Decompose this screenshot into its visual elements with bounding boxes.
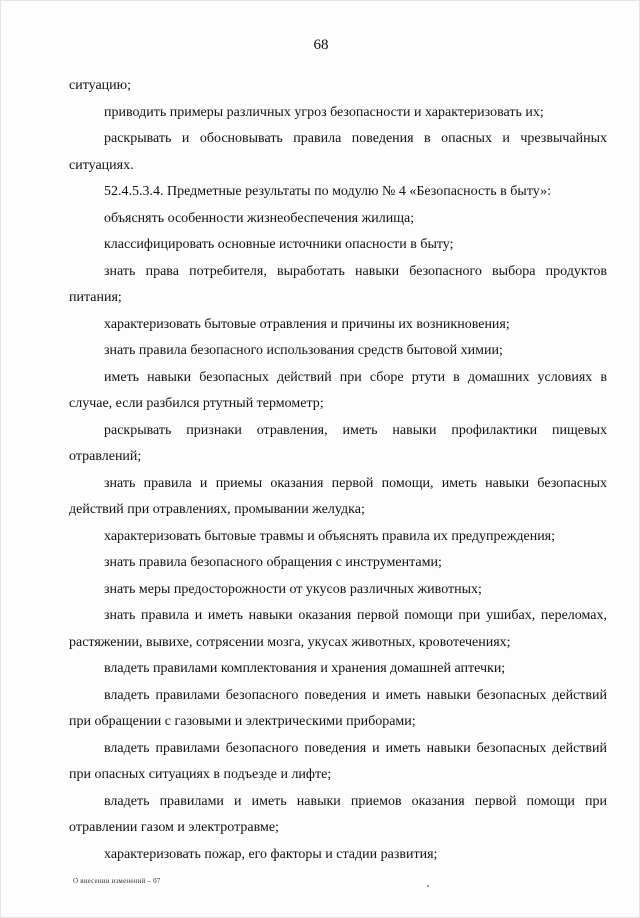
paragraph: иметь навыки безопасных действий при сборе ртути в домашних условиях в случае, если разбился ртутный термометр; (69, 369, 607, 411)
paragraph: раскрывать и обосновывать правила поведения в опасных и чрезвычайных ситуациях. (69, 131, 607, 173)
paragraph: владеть правилами безопасного поведения и иметь навыки безопасных действий при обращении с газовыми и электрическими приборами; (69, 687, 607, 729)
paragraph: знать правила и иметь навыки оказания первой помощи при ушибах, переломах, растяжении, вывихе, сотрясении мозга, укусах животных, кровотечениях; (69, 608, 607, 650)
paragraph: классифицировать основные источники опасности в быту; (104, 237, 454, 252)
paragraph: 52.4.5.3.4. Предметные результаты по модулю № 4 «Безопасность в быту»: (104, 184, 551, 199)
paragraph: владеть правилами безопасного поведения и иметь навыки безопасных действий при опасных ситуациях в подъезде и лифте; (69, 740, 607, 782)
paragraph: знать правила и приемы оказания первой помощи, иметь навыки безопасных действий при отравлениях, промывании желудка; (69, 475, 607, 517)
paragraph: знать правила безопасного обращения с инструментами; (104, 555, 442, 570)
paragraph: владеть правилами комплектования и хранения домашней аптечки; (104, 661, 506, 676)
scan-speck (427, 885, 429, 887)
paragraph: приводить примеры различных угроз безопасности и характеризовать их; (104, 104, 544, 120)
paragraph: объяснять особенности жизнеобеспечения жилища; (104, 210, 415, 226)
paragraph: знать меры предосторожности от укусов различных животных; (104, 581, 482, 597)
paragraph: характеризовать бытовые отравления и причины их возникновения; (104, 316, 510, 332)
paragraph: характеризовать бытовые травмы и объяснять правила их предупреждения; (104, 528, 556, 544)
paragraph: характеризовать пожар, его факторы и стадии развития; (104, 846, 438, 862)
paragraph: раскрывать признаки отравления, иметь навыки профилактики пищевых отравлений; (69, 422, 607, 464)
page-number: 68 (313, 37, 329, 53)
paragraph: знать правила безопасного использования средств бытовой химии; (104, 343, 503, 358)
footer-note: О внесении изменений – 07 (73, 877, 161, 885)
paragraph: ситуацию; (69, 78, 132, 93)
paragraph: владеть правилами и иметь навыки приемов оказания первой помощи при отравлении газом и электротравме; (69, 793, 607, 835)
document-body (69, 73, 607, 868)
paragraph: знать права потребителя, выработать навыки безопасного выбора продуктов питания; (69, 263, 607, 305)
